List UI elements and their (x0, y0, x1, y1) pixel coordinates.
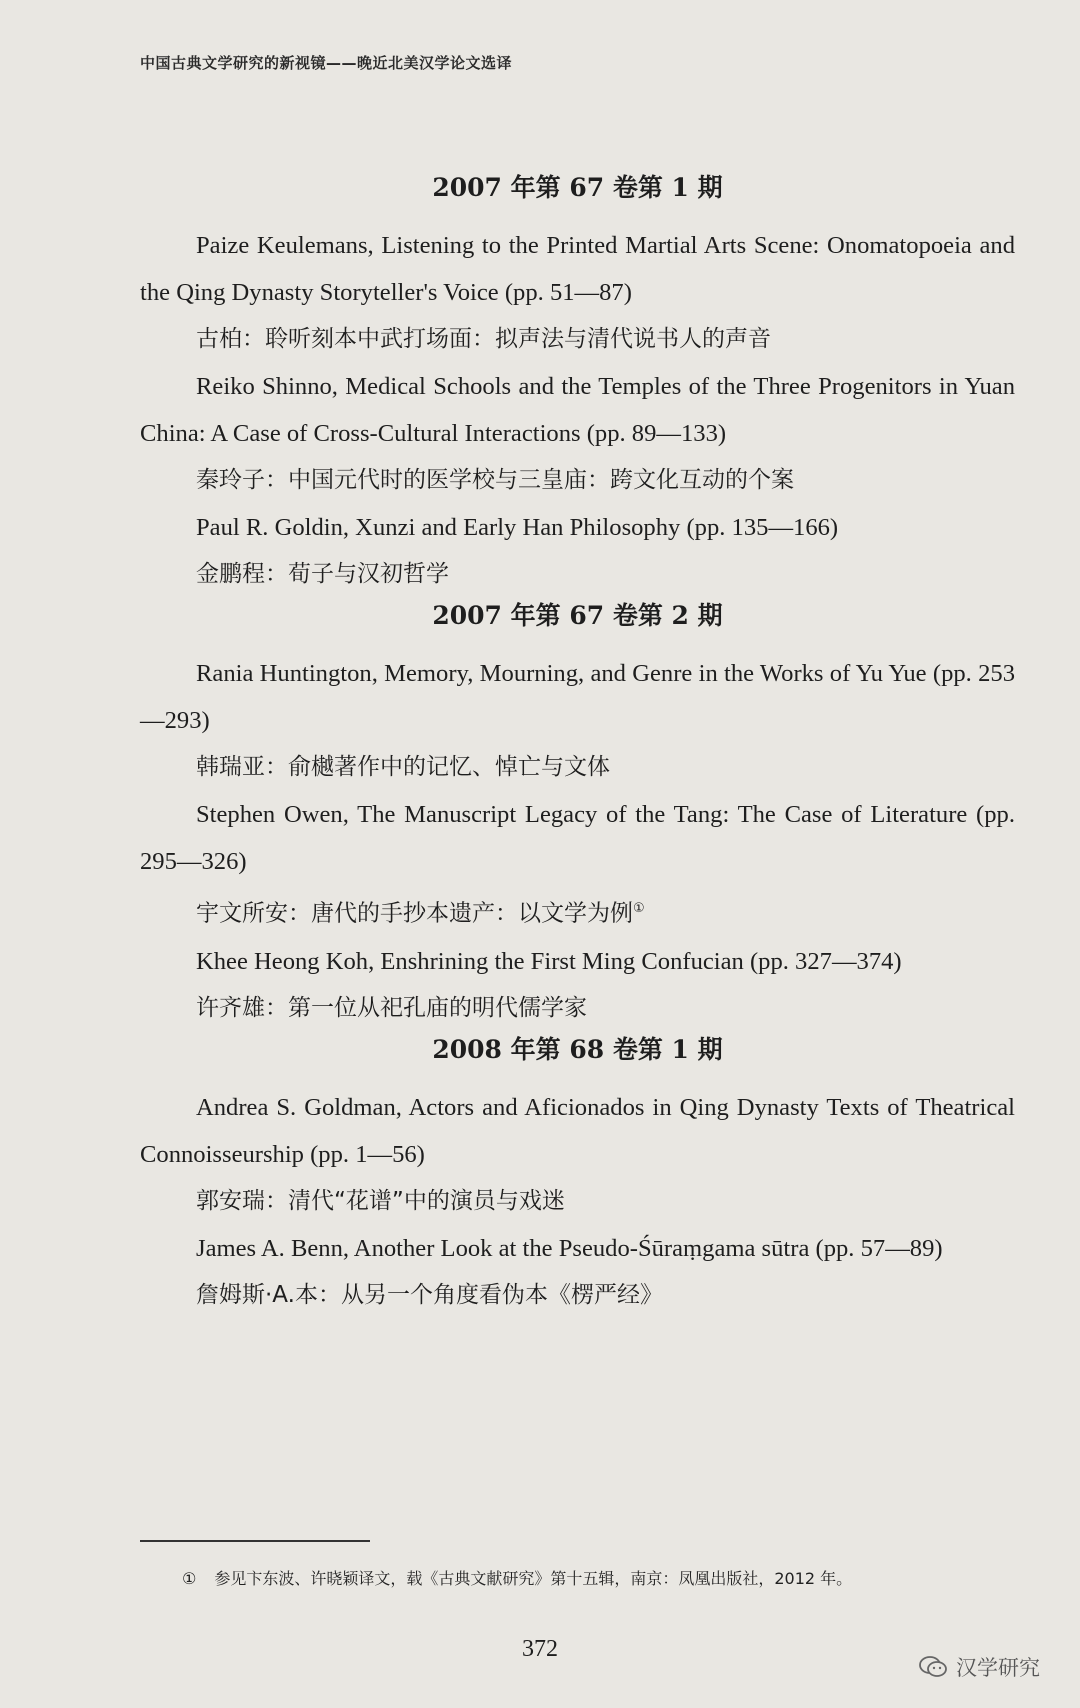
article-translation-text: 宇文所安：唐代的手抄本遗产：以文学为例 (196, 900, 633, 927)
article-translation: 郭安瑞：清代“花谱”中的演员与戏迷 (196, 1187, 565, 1214)
article-citation: Stephen Owen, The Manuscript Legacy of the Tang: The Case of Literature (pp. 295—326) (140, 801, 1015, 875)
watermark-text: 汉学研究 (956, 1656, 1040, 1680)
journal-listing (140, 170, 1015, 1319)
article-citation: Andrea S. Goldman, Actors and Aficionados in Qing Dynasty Texts of Theatrical Connoisseurship (pp. 1—56) (140, 1093, 1015, 1168)
article-translation (196, 885, 1015, 938)
footnote-mark: ① (182, 1569, 197, 1588)
article-citation: Reiko Shinno, Medical Schools and the Temples of the Three Progenitors in Yuan China: A Case of Cross-Cultural Interactions (pp. 89—133) (140, 373, 1015, 447)
footnote-text: 参见卞东波、许晓颖译文，载《古典文献研究》第十五辑，南京：凤凰出版社，2012 年。 (214, 1569, 853, 1588)
article-citation: James A. Benn, Another Look at the Pseudo-Śūraṃgama sūtra (pp. 57—89) (196, 1234, 943, 1262)
article-translation: 古柏：聆听刻本中武打场面：拟声法与清代说书人的声音 (196, 326, 771, 352)
running-head: 中国古典文学研究的新视镜——晚近北美汉学论文选译 (140, 54, 513, 72)
article-citation: Paize Keulemans, Listening to the Printed Martial Arts Scene: Onomatopoeia and the Qing Dynasty Storyteller's Voice (pp. 51—87) (140, 232, 1015, 306)
footnote-divider (140, 1540, 370, 1542)
watermark (918, 1652, 1040, 1682)
article-citation: Paul R. Goldin, Xunzi and Early Han Philosophy (pp. 135—166) (196, 514, 839, 541)
wechat-icon (918, 1654, 948, 1680)
article-translation: 许齐雄：第一位从祀孔庙的明代儒学家 (196, 994, 587, 1021)
article-translation: 韩瑞亚：俞樾著作中的记忆、悼亡与文体 (196, 754, 610, 780)
issue-heading: 2007 年第 67 卷第 2 期 (432, 601, 723, 630)
issue-heading: 2008 年第 68 卷第 1 期 (432, 1034, 723, 1064)
footnote (182, 1566, 852, 1589)
article-translation: 金鹏程：荀子与汉初哲学 (196, 561, 449, 587)
issue-heading: 2007 年第 67 卷第 1 期 (432, 173, 723, 202)
article-translation: 詹姆斯·A.本：从另一个角度看伪本《楞严经》 (196, 1281, 663, 1308)
page-number: 372 (522, 1636, 558, 1662)
article-citation: Rania Huntington, Memory, Mourning, and Genre in the Works of Yu Yue (pp. 253—293) (140, 660, 1015, 734)
footnote-reference: ① (633, 901, 645, 916)
article-citation: Khee Heong Koh, Enshrining the First Ming Confucian (pp. 327—374) (196, 947, 902, 975)
article-translation: 秦玲子：中国元代时的医学校与三皇庙：跨文化互动的个案 (196, 467, 794, 493)
